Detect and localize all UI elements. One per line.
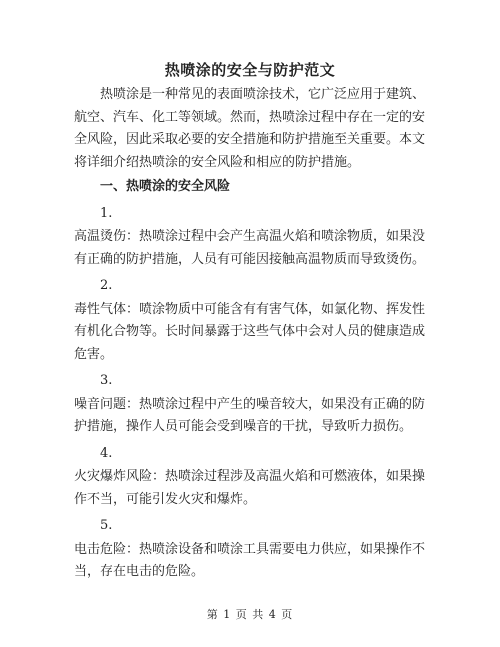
document-body xyxy=(74,84,430,584)
page-footer: 第 1 页 共 4 页 xyxy=(206,608,294,621)
item-number-5: 5. xyxy=(100,518,113,533)
intro-paragraph: 热喷涂是一种常见的表面喷涂技术，它广泛应用于建筑、航空、汽车、化工等领域。然而，热喷涂过程中存在一定的安全风险，因此采取必要的安全措施和防护措施至关重要。本文将详细介绍热喷涂的安全风险和相应的防护措施。 xyxy=(74,87,426,170)
item-number-1: 1. xyxy=(100,205,113,221)
item-text-4: 火灾爆炸风险：热喷涂过程涉及高温火焰和可燃液体，如果操作不当，可能引发火灾和爆炸。 xyxy=(74,469,426,507)
item-number-2: 2. xyxy=(100,278,113,293)
item-text-2: 毒性气体：喷涂物质中可能含有有害气体，如氯化物、挥发性有机化合物等。长时间暴露于这些气体中会对人员的健康造成危害。 xyxy=(74,301,426,362)
item-number-4: 4. xyxy=(100,445,113,461)
item-text-5: 电击危险：热喷涂设备和喷涂工具需要电力供应，如果操作不当，存在电击的危险。 xyxy=(74,541,426,579)
item-text-1: 高温烫伤：热喷涂过程中会产生高温火焰和喷涂物质，如果没有正确的防护措施，人员有可能因接触高温物质而导致烫伤。 xyxy=(74,229,426,267)
item-text-3: 噪音问题：热喷涂过程中产生的噪音较大，如果没有正确的防护措施，操作人员可能会受到噪音的干扰，导致听力损伤。 xyxy=(74,396,426,434)
section-heading: 一、热喷涂的安全风险 xyxy=(100,179,231,194)
document-title: 热喷涂的安全与防护范文 xyxy=(164,61,336,79)
item-number-3: 3. xyxy=(100,373,113,388)
